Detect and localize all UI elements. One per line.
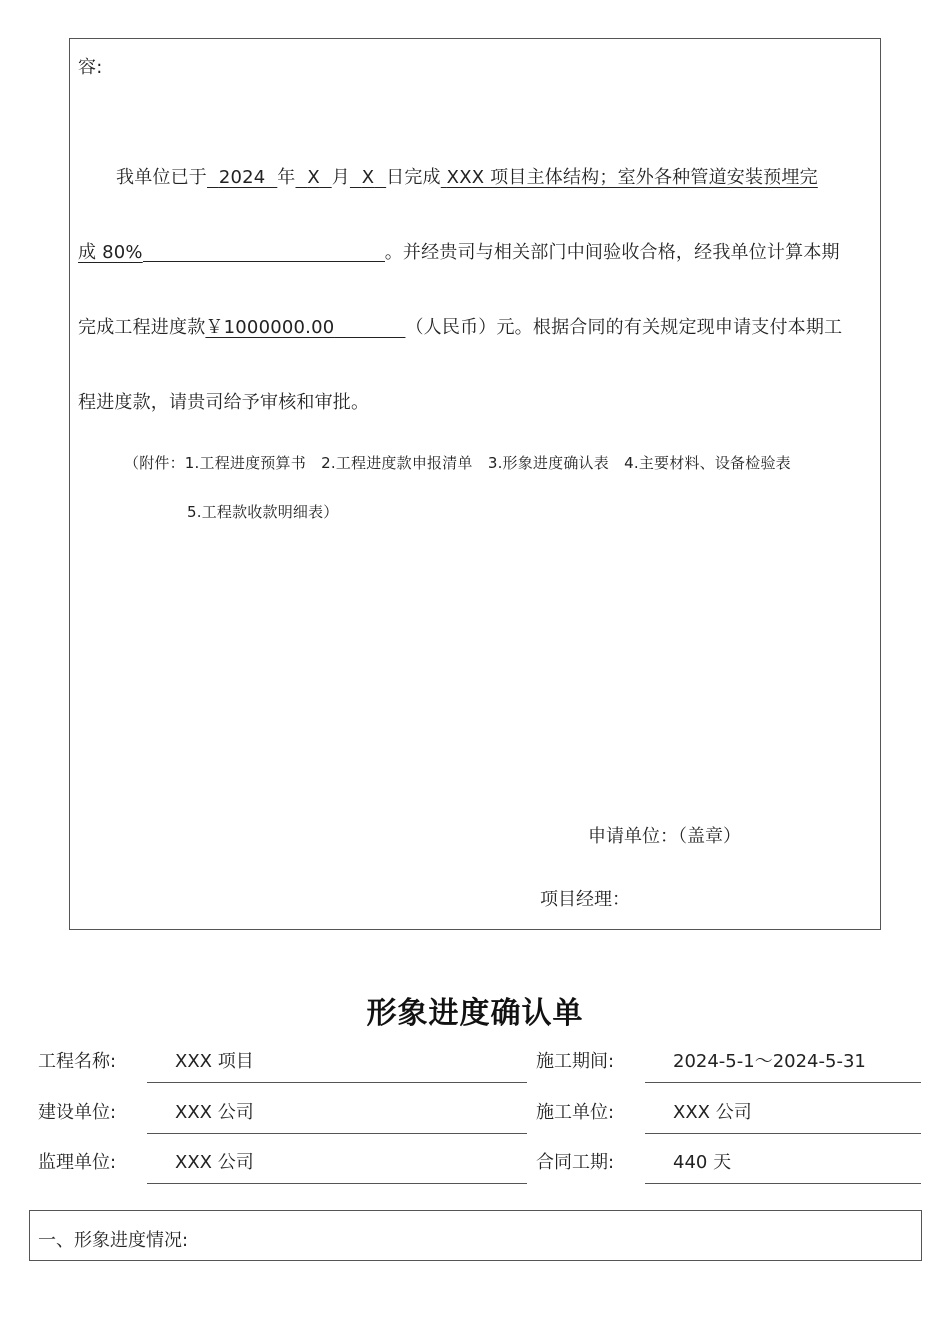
completion-day: X — [361, 167, 375, 188]
construction-period-value: 2024-5-1～2024-5-31 — [673, 1051, 866, 1072]
text-fragment: 。并经贵司与相关部门中间验收合格，经我单位计算本期 — [384, 242, 840, 263]
field-underline — [147, 1183, 527, 1184]
contractor-unit-value: XXX 公司 — [673, 1102, 752, 1123]
text-fragment: 日完成 — [386, 167, 441, 188]
completed-work-continued: 成 80% — [78, 242, 143, 263]
field-underline — [147, 1133, 527, 1134]
letter-line-4: 程进度款，请贵司给予审核和审批。 — [78, 392, 370, 413]
project-name-label: 工程名称: — [38, 1051, 117, 1072]
completion-month: X — [307, 167, 320, 188]
completed-work: XXX 项目主体结构；室外各种管道安装预埋完 — [446, 167, 818, 188]
supervisor-unit-value: XXX 公司 — [175, 1152, 254, 1173]
attachments-line-1: （附件：1.工程进度预算书 2.工程进度款申报清单 3.形象进度确认表 4.主要材料、设备检验表 — [124, 454, 791, 472]
text-fragment: 月 — [331, 167, 350, 188]
letter-heading: 容: — [78, 57, 103, 78]
contractor-unit-label: 施工单位: — [536, 1102, 615, 1123]
letter-line-3 — [78, 313, 842, 339]
text-fragment: 年 — [277, 167, 296, 188]
field-underline — [645, 1082, 921, 1083]
form-title: 形象进度确认单 — [366, 996, 584, 1031]
field-underline — [645, 1183, 921, 1184]
field-underline — [645, 1133, 921, 1134]
letter-line-1 — [116, 163, 818, 189]
attachments-line-2: 5.工程款收款明细表） — [187, 503, 339, 521]
owner-unit-label: 建设单位: — [38, 1102, 117, 1123]
text-fragment: 完成工程进度款 — [78, 317, 206, 338]
contract-duration-label: 合同工期: — [536, 1152, 615, 1173]
owner-unit-value: XXX 公司 — [175, 1102, 254, 1123]
text-fragment: （人民币）元。根据合同的有关规定现申请支付本期工 — [405, 317, 843, 338]
progress-status-heading: 一、形象进度情况: — [38, 1230, 189, 1251]
text-fragment: 我单位已于 — [116, 167, 207, 188]
applicant-seal-label: 申请单位：（盖章） — [588, 826, 741, 847]
field-underline — [147, 1082, 527, 1083]
project-manager-label: 项目经理： — [540, 889, 630, 910]
contract-duration-value: 440 天 — [673, 1152, 732, 1173]
completion-year: 2024 — [218, 167, 266, 188]
letter-line-2 — [78, 238, 840, 264]
progress-payment-amount: ￥1000000.00 — [205, 317, 335, 338]
construction-period-label: 施工期间: — [536, 1051, 615, 1072]
supervisor-unit-label: 监理单位: — [38, 1152, 117, 1173]
blank-underline — [143, 243, 385, 262]
project-name-value: XXX 项目 — [175, 1051, 254, 1072]
